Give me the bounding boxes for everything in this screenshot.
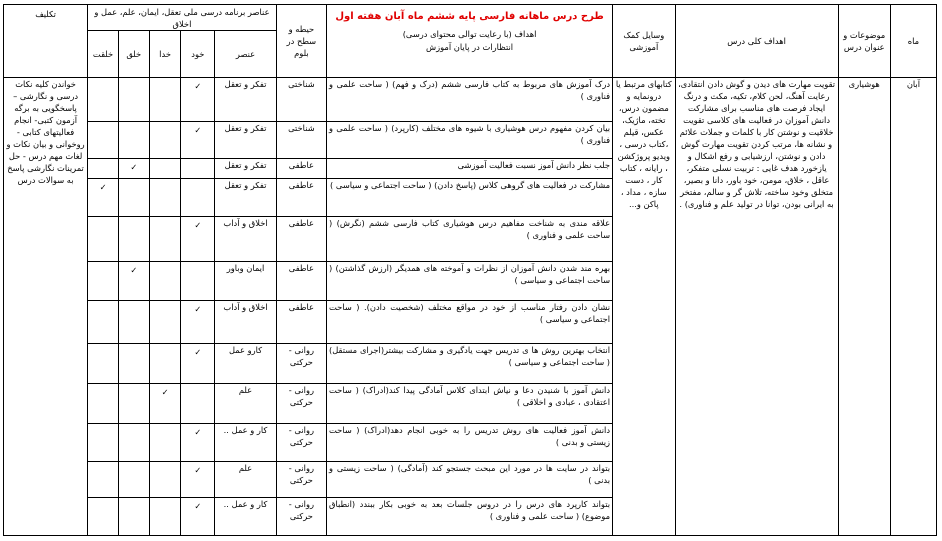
homework-text: خواندن کلیه نکات درسی و نگارشی – پاسخگویی به برگه آزمون کتبی- انجام فعالیتهای کتابی - روخوانی و بیان نکات و لغات مهم درس - حل تمرینات نگارشی پاسخ به سوالات درس (4, 78, 88, 536)
bloom-domain: روانی - حرکتی (276, 498, 326, 536)
bloom-domain: روانی - حرکتی (276, 424, 326, 462)
objective-text: بهره مند شدن دانش آموزان از نظرات و آموخته های همدیگر (ارزش گذاشتن) ( ساحت اجتماعی و سیاسی ) (327, 262, 613, 301)
check-cell-creation (88, 300, 119, 343)
bloom-domain: عاطفی (276, 300, 326, 343)
header-general-goals: اهداف کلی درس (675, 5, 838, 78)
check-cell-god (149, 384, 181, 424)
check-cell-people (118, 498, 149, 536)
check-cell-god (149, 78, 181, 122)
header-elements-group: عناصر برنامه درسی ملی تعقل، ایمان، علم، عمل و اخلاق (88, 5, 277, 31)
check-mark-icon: ✓ (99, 181, 107, 192)
check-cell-self (181, 262, 215, 301)
check-mark-icon: ✓ (194, 464, 202, 475)
objective-text: بتواند کارپرد های درس را در دروس جلسات بعد به خوبی بکار ببندد (انطباق موضوع) ( ساحت علمی و فناوری ) (327, 498, 613, 536)
bloom-domain: روانی - حرکتی (276, 461, 326, 498)
check-cell-god (149, 300, 181, 343)
check-mark-icon: ✓ (194, 303, 202, 314)
bloom-domain: روانی - حرکتی (276, 384, 326, 424)
curriculum-element: تفکر و تعقل (215, 178, 277, 217)
curriculum-element: اخلاق و آداب (215, 300, 277, 343)
header-creation: خلقت (88, 31, 119, 78)
header-month: ماه (890, 5, 936, 78)
check-cell-creation (88, 262, 119, 301)
header-people: خلق (118, 31, 149, 78)
check-mark-icon: ✓ (194, 81, 202, 92)
bloom-domain: عاطفی (276, 178, 326, 217)
curriculum-element: کار و عمل .. (215, 498, 277, 536)
check-cell-creation (88, 158, 119, 178)
bloom-domain: روانی - حرکتی (276, 343, 326, 384)
objective-text: علاقه مندی به شناخت مفاهیم درس هوشیاری کتاب فارسی ششم (نگرش) ( ساحت علمی و فناوری ) (327, 217, 613, 262)
objective-text: دانش آموز فعالیت های روش تدریس را به خوبی انجام دهد(ادراک) ( ساحت زیستی و بدنی ) (327, 424, 613, 462)
check-cell-god (149, 343, 181, 384)
curriculum-element: کارو عمل (215, 343, 277, 384)
objective-text: انتخاب بهترین روش ها ی تدریس جهت یادگیری و مشارکت بیشتر(اجرای مستقل) ( ساحت اجتماعی و سیاسی ) (327, 343, 613, 384)
check-mark-icon: ✓ (194, 501, 202, 512)
header-element: عنصر (215, 31, 277, 78)
objective-text: بتواند در سایت ها در مورد این مبحث جستجو کند (آمادگی) ( ساحت زیستی و بدنی ) (327, 461, 613, 498)
objective-text: نشان دادن رفتار مناسب از خود در مواقع مختلف (شخصیت دادن). ( ساحت اجتماعی و سیاسی ) (327, 300, 613, 343)
check-mark-icon: ✓ (130, 161, 138, 172)
bloom-domain: عاطفی (276, 158, 326, 178)
bloom-domain: شناختی (276, 122, 326, 159)
header-objectives-sub2: انتظارات در پایان آموزش (425, 41, 514, 52)
check-cell-creation (88, 424, 119, 462)
check-cell-creation (88, 178, 119, 217)
check-cell-people (118, 217, 149, 262)
check-cell-self (181, 158, 215, 178)
check-cell-god (149, 122, 181, 159)
curriculum-element: تفکر و تعقل (215, 122, 277, 159)
check-cell-people (118, 122, 149, 159)
check-mark-icon: ✓ (161, 387, 169, 398)
check-cell-god (149, 498, 181, 536)
check-cell-people (118, 158, 149, 178)
header-homework: تکلیف (4, 5, 88, 78)
check-mark-icon: ✓ (194, 125, 202, 136)
header-self: خود (181, 31, 215, 78)
objective-text: درک آموزش های مربوط به کتاب فارسی ششم (درک و فهم) ( ساحت علمی و فناوری ) (327, 78, 613, 122)
header-god: خدا (149, 31, 181, 78)
objective-text: مشارکت در فعالیت های گروهی کلاس (پاسخ دادن) ( ساحت اجتماعی و سیاسی ) (327, 178, 613, 217)
check-cell-people (118, 343, 149, 384)
curriculum-element: کار و عمل .. (215, 424, 277, 462)
check-cell-self (181, 178, 215, 217)
check-cell-people (118, 78, 149, 122)
check-cell-self (181, 78, 215, 122)
check-cell-people (118, 461, 149, 498)
header-topics: موضوعات و عنوان درس (838, 5, 890, 78)
check-cell-creation (88, 461, 119, 498)
curriculum-element: علم (215, 384, 277, 424)
bloom-domain: عاطفی (276, 262, 326, 301)
check-mark-icon: ✓ (194, 346, 202, 357)
topic-value: هوشیاری (838, 78, 890, 536)
header-domain: حیطه و سطح در بلوم (276, 5, 326, 78)
check-cell-self (181, 461, 215, 498)
check-cell-god (149, 424, 181, 462)
month-value: آبان (890, 78, 936, 536)
bloom-domain: عاطفی (276, 217, 326, 262)
header-objectives-sub1: اهداف (با رعایت توالی محتوای درسی) (402, 28, 537, 39)
check-mark-icon: ✓ (130, 265, 138, 276)
check-cell-god (149, 158, 181, 178)
check-cell-people (118, 384, 149, 424)
check-cell-people (118, 178, 149, 217)
check-mark-icon: ✓ (194, 220, 202, 231)
check-cell-creation (88, 384, 119, 424)
check-cell-self (181, 217, 215, 262)
header-objectives (327, 5, 613, 78)
check-mark-icon: ✓ (194, 427, 202, 438)
curriculum-element: تفکر و تعقل (215, 78, 277, 122)
check-cell-self (181, 300, 215, 343)
check-cell-creation (88, 498, 119, 536)
objectives-rows (4, 78, 937, 536)
check-cell-god (149, 461, 181, 498)
general-goals-text: تقویت مهارت های دیدن و گوش دادن انتقادی، رعایت آهنگ، لحن کلام، تکیه، مکث و درنگ ایجاد فرصت های مناسب برای مشارکت دانش آموزان در فعالیت های کلاسی تقویت خلاقیت و نوشتن کار با کلمات و جملات علائم و نشانه ها، مرتب کردن تقویت مهارت گوش دادن و نوشتن، ارزشیابی و رفع اشکال و یازخورد هدف غایی : تربیت نسلی متفکر، عاقل ، خلاق، مومن، خود باور، دانا و بصیر، متخلق وخود ساخته، تلاش گر و سالم، مفتخر به ایرانی بودن، توانا در تولید علم و فناوری) . (675, 78, 838, 536)
check-cell-people (118, 424, 149, 462)
page-title: طرح درس ماهانه فارسی پایه ششم ماه آبان هفته اول (335, 11, 604, 22)
check-cell-people (118, 300, 149, 343)
objective-text: بیان کردن مفهوم درس هوشیاری با شیوه های مختلف (کارپرد) ( ساحت علمی و فناوری ) (327, 122, 613, 159)
lesson-plan-table (3, 4, 937, 536)
check-cell-god (149, 217, 181, 262)
check-cell-creation (88, 78, 119, 122)
check-cell-creation (88, 122, 119, 159)
check-cell-people (118, 262, 149, 301)
check-cell-self (181, 384, 215, 424)
header-tools: وسایل کمک آموزشی (613, 5, 676, 78)
check-cell-self (181, 122, 215, 159)
check-cell-creation (88, 217, 119, 262)
check-cell-self (181, 424, 215, 462)
objective-text: دانش آموز با شنیدن دعا و نیاش ابتدای کلاس آمادگی پیدا کند(ادراک) ( ساحت اعتقادی ، عبادی و اخلاقی ) (327, 384, 613, 424)
table-row (4, 78, 937, 122)
check-cell-self (181, 343, 215, 384)
check-cell-god (149, 262, 181, 301)
tools-text: کتابهای مرتبط یا درونمایه و مضمون درس، تخته، ماژیک، عکس، قیلم ،کتاب درسی ، ویدیو پروژکشن ، رایانه ، کتاب کار ، دست سازه ، مداد ، پاکن و... (613, 78, 676, 536)
bloom-domain: شناختی (276, 78, 326, 122)
curriculum-element: تفکر و تعقل (215, 158, 277, 178)
curriculum-element: اخلاق و آداب (215, 217, 277, 262)
curriculum-element: ایمان وباور (215, 262, 277, 301)
curriculum-element: علم (215, 461, 277, 498)
check-cell-creation (88, 343, 119, 384)
check-cell-god (149, 178, 181, 217)
check-cell-self (181, 498, 215, 536)
objective-text: جلب نظر دانش آموز نسبت فعالیت آموزشی (327, 158, 613, 178)
